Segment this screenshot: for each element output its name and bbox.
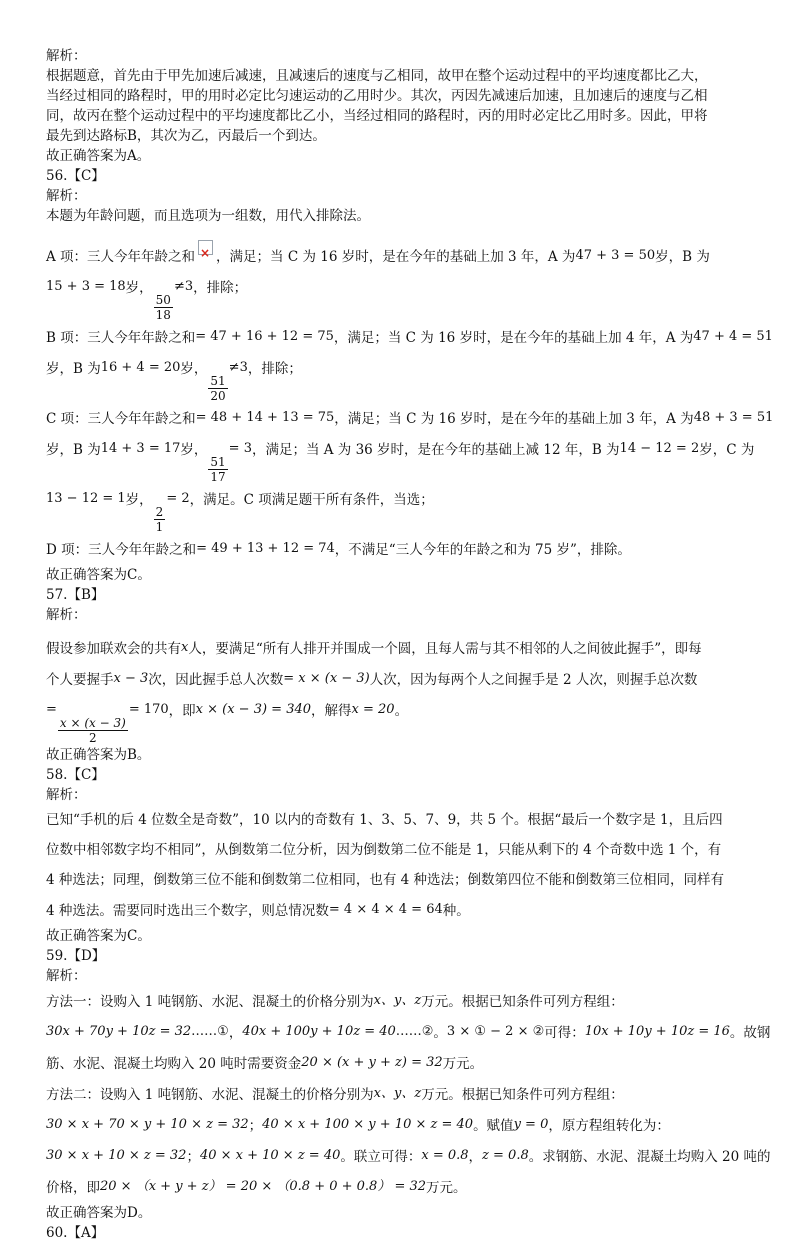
math-expression: = 170 [128, 702, 169, 717]
fraction [154, 505, 166, 534]
option-a-line-2 [46, 272, 756, 322]
fraction [208, 374, 227, 403]
paragraph-line [46, 1079, 756, 1110]
fraction-numerator: x × (x − 3) [59, 716, 126, 730]
option-c-line-3 [46, 484, 756, 534]
fraction [208, 455, 227, 484]
text-run: ，解得 [311, 703, 352, 719]
math-expression: x = 0.8 [421, 1148, 469, 1163]
text-run: 。联立可得： [340, 1149, 422, 1165]
option-text: 岁， [125, 280, 153, 296]
equation-line [46, 1017, 771, 1048]
text-run: ， [468, 1149, 483, 1165]
paragraph-line [46, 664, 756, 695]
option-text: 岁， [180, 361, 208, 377]
option-text: 岁， [180, 442, 208, 458]
text-run: ； [248, 1118, 263, 1134]
math-expression: = 3 [228, 441, 252, 456]
equation: 30 × x + 10 × z = 32 [46, 1148, 187, 1163]
option-text: ，排除； [193, 280, 248, 296]
math-expression: = [46, 702, 57, 717]
option-text: ，不满足“三人今年的年龄之和为 75 岁”，排除。 [334, 542, 631, 558]
paragraph-line [46, 695, 756, 745]
equation: 40x + 100y + 10z = 40 [242, 1024, 396, 1039]
option-text: ，排除； [247, 361, 302, 377]
option-text: ，满足；当 C 为 16 岁时，是在今年的基础上加 3 年，A 为 [216, 249, 576, 265]
question-number: 60.【A】 [46, 1225, 105, 1241]
option-text: ，满足；当 A 为 36 岁时，是在今年的基础上减 12 年，B 为 [251, 442, 620, 458]
fraction-numerator: 51 [210, 374, 226, 388]
math-expression: y = 0 [513, 1117, 549, 1132]
paragraph-line: 4 种选法；同理，倒数第三位不能和倒数第二位相同，也有 4 种选法；倒数第四位不能和倒数第三位相同，同样有 [46, 872, 725, 888]
question-number: 56.【C】 [46, 168, 105, 184]
equation-line [46, 1110, 756, 1141]
answer-conclusion: 故正确答案为B。 [46, 747, 151, 763]
math-expression: = x × (x − 3) [283, 671, 370, 686]
option-c-line-1 [46, 403, 774, 434]
equation-tag: ……② [395, 1024, 434, 1039]
text-run: 万元。 [442, 1056, 484, 1072]
text-run: 方法二：设购入 1 吨钢筋、水泥、混凝土的价格分别为 [46, 1087, 374, 1103]
math-expression: 14 + 3 = 17 [100, 441, 181, 456]
paragraph-line [46, 986, 756, 1017]
math-expression: x − 3 [113, 671, 149, 686]
math-expression: = 2 [166, 491, 190, 506]
equation-tag: ……① [191, 1024, 229, 1039]
text-run: 。 [433, 1025, 447, 1041]
math-expression: x × (x − 3) = 340 [195, 702, 312, 717]
fraction [58, 716, 128, 745]
option-c-line-2 [46, 434, 756, 484]
analysis-heading: 解析： [46, 787, 87, 803]
paragraph-line: 本题为年龄问题，而且选项为一组数，用代入排除法。 [46, 208, 370, 224]
text-run: 。故钢 [729, 1025, 771, 1041]
paragraph-line: 位数中相邻数字均不相同”，从倒数第二位分析，因为倒数第二位不能是 1，只能从剩下的 4 个奇数中选 1 个，有 [46, 842, 722, 858]
paragraph-line: 当经过相同的路程时，甲的用时必定比匀速运动的乙用时少。其次，丙因先减速后加速，且加速后的速度与乙相 [46, 88, 708, 104]
text-run: ，原方程组转化为： [548, 1118, 670, 1134]
math-expression: = 4 × 4 × 4 = 64 [328, 902, 443, 917]
fraction-denominator: 2 [89, 731, 97, 745]
text-run: 种。 [442, 903, 470, 919]
text-run: ， [228, 1025, 243, 1041]
text-run: 。求钢筋、水泥、混凝土均购入 20 吨的 [528, 1149, 771, 1165]
text-run: 人次，因为每两个人之间握手是 2 人次，则握手总次数 [369, 672, 698, 688]
fraction-numerator: 51 [210, 455, 226, 469]
question-number: 58.【C】 [46, 767, 105, 783]
text-run: 人，要满足“所有人排开并围成一个圆，且每人需与其不相邻的人之间彼此握手”，即每 [188, 641, 702, 657]
equation: 10x + 10y + 10z = 16 [584, 1024, 730, 1039]
math-expression: ≠3 [228, 360, 248, 375]
answer-conclusion: 故正确答案为A。 [46, 148, 151, 164]
option-text: C 项：三人今年年龄之和 [46, 411, 196, 427]
math-variables: x、y、z [373, 993, 422, 1008]
option-text: 岁，B 为 [46, 361, 101, 377]
math-expression: = 49 + 13 + 12 = 74 [196, 541, 335, 556]
fraction-denominator: 18 [155, 308, 171, 322]
option-text: 岁，B 为 [655, 249, 710, 265]
analysis-heading: 解析： [46, 48, 87, 64]
answer-conclusion: 故正确答案为C。 [46, 928, 151, 944]
equation: 30 × x + 70 × y + 10 × z = 32 [46, 1117, 249, 1132]
text-run: 次，因此握手总人次数 [148, 672, 284, 688]
option-text: 岁，B 为 [46, 442, 101, 458]
text-run: 个人要握手 [46, 672, 114, 688]
text-run: 4 种选法。需要同时选出三个数字，则总情况数 [46, 903, 329, 919]
paragraph-line [46, 1172, 756, 1203]
paragraph-line: 已知“手机的后 4 位数全是奇数”，10 以内的奇数有 1、3、5、7、9，共 5 个。根据“最后一个数字是 1，且后四 [46, 812, 723, 828]
text-run: ，即 [168, 703, 196, 719]
math-variable: x [181, 640, 189, 655]
math-expression: 16 + 4 = 20 [100, 360, 181, 375]
option-text: B 项：三人今年年龄之和 [46, 330, 196, 346]
paragraph-line [46, 895, 756, 926]
answer-conclusion: 故正确答案为C。 [46, 567, 151, 583]
paragraph-line: 同，故丙在整个运动过程中的平均速度都比乙小，当经过相同的路程时，丙的用时必定比乙用时多。因此，甲将 [46, 108, 708, 124]
option-b-line-1 [46, 322, 773, 353]
text-run: 假设参加联欢会的共有 [46, 641, 181, 657]
analysis-heading: 解析： [46, 188, 87, 204]
math-expression: ≠3 [173, 279, 194, 294]
question-number: 57.【B】 [46, 587, 105, 603]
option-text: 岁，C 为 [699, 442, 755, 458]
question-number: 59.【D】 [46, 948, 106, 964]
text-run: 。赋值 [473, 1118, 514, 1134]
text-run: 万元。根据已知条件可列方程组： [421, 994, 624, 1010]
fraction-denominator: 20 [210, 389, 226, 403]
fraction-numerator: 2 [155, 505, 164, 519]
option-b-line-2 [46, 353, 756, 403]
math-expression: = 47 + 16 + 12 = 75 [195, 329, 334, 344]
text-run: 。 [394, 703, 409, 719]
math-expression: 47 + 4 = 51 [693, 329, 773, 344]
equation: 40 × x + 10 × z = 40 [199, 1148, 341, 1163]
option-text: A 项：三人今年年龄之和 [46, 249, 196, 265]
option-a-line-1 [46, 240, 756, 272]
text-run: ； [186, 1149, 200, 1165]
math-expression: 20 × （x + y + z） = 20 × （0.8 + 0 + 0.8） = 32 [100, 1179, 427, 1194]
text-run: 方法一：设购入 1 吨钢筋、水泥、混凝土的价格分别为 [46, 994, 374, 1010]
text-run: 筋、水泥、混凝土均购入 20 吨时需要资金 [46, 1056, 302, 1072]
math-expression: 47 + 3 = 50 [575, 248, 656, 263]
option-text: ，满足。C 项满足题干所有条件，当选； [189, 492, 434, 508]
paragraph-line: 最先到达路标B，其次为乙，丙最后一个到达。 [46, 128, 326, 144]
text-run: 万元。根据已知条件可列方程组： [421, 1087, 624, 1103]
text-run: 万元。 [426, 1180, 467, 1196]
math-expression: = 48 + 14 + 13 = 75 [195, 410, 335, 425]
math-expression: 13 − 12 = 1 [46, 491, 126, 506]
analysis-heading: 解析： [46, 968, 87, 984]
math-expression: 15 + 3 = 18 [46, 279, 126, 294]
math-expression: 48 + 3 = 51 [693, 410, 774, 425]
math-expression: x = 20 [351, 702, 395, 717]
fraction-denominator: 1 [155, 520, 164, 534]
option-text: ，满足；当 C 为 16 岁时，是在今年的基础上加 3 年，A 为 [334, 411, 694, 427]
equation: 30x + 70y + 10z = 32 [46, 1024, 192, 1039]
paragraph-line [46, 1048, 756, 1079]
option-d-line [46, 534, 756, 565]
text-run: 价格，即 [46, 1180, 100, 1196]
equation-line [46, 1141, 771, 1172]
fraction [154, 293, 173, 322]
option-text: D 项：三人今年年龄之和 [46, 542, 197, 558]
paragraph-line [46, 633, 756, 664]
math-expression: 3 × ① − 2 × ② [446, 1024, 545, 1039]
math-variables: x、y、z [373, 1086, 422, 1101]
broken-image-icon: × [198, 240, 213, 255]
option-text: 岁， [125, 492, 153, 508]
fraction-numerator: 50 [155, 293, 171, 307]
math-expression: 14 − 12 = 2 [619, 441, 700, 456]
paragraph-line: 根据题意，首先由于甲先加速后减速，且减速后的速度与乙相同，故甲在整个运动过程中的平均速度都比乙大， [46, 68, 708, 84]
analysis-heading: 解析： [46, 607, 87, 623]
option-text: ，满足；当 C 为 16 岁时，是在今年的基础上加 4 年，A 为 [333, 330, 694, 346]
fraction-denominator: 17 [210, 470, 226, 484]
equation: 40 × x + 100 × y + 10 × z = 40 [262, 1117, 474, 1132]
math-expression: 20 × (x + y + z) = 32 [301, 1055, 443, 1070]
answer-conclusion: 故正确答案为D。 [46, 1205, 152, 1221]
text-run: 可得： [544, 1025, 585, 1041]
math-expression: z = 0.8 [482, 1148, 529, 1163]
